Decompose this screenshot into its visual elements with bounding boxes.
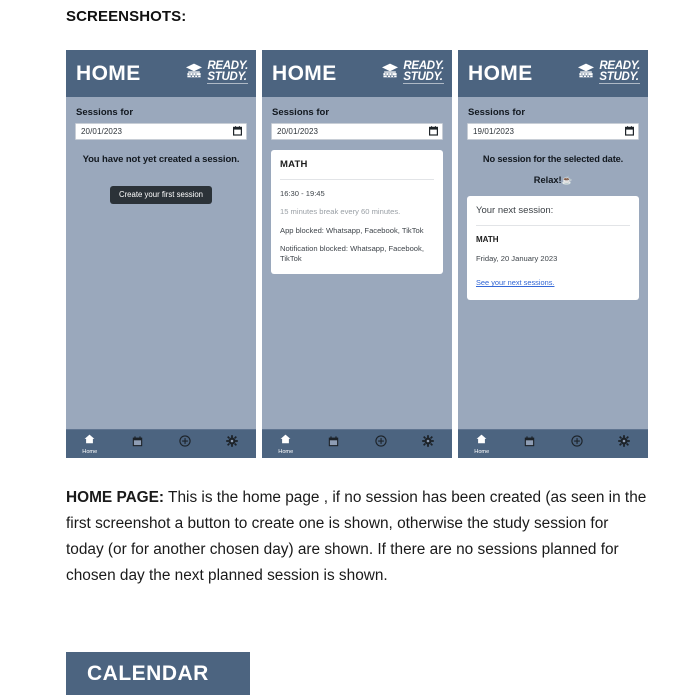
phone3-bottom-nav bbox=[458, 429, 648, 458]
phone2-page-title: HOME bbox=[272, 62, 337, 85]
brand-underline bbox=[599, 83, 640, 84]
description-label: HOME PAGE: bbox=[66, 489, 165, 506]
divider bbox=[476, 225, 630, 226]
phone3-page-title: HOME bbox=[468, 62, 533, 85]
description-line-2: first screenshot a button to create one is shown, otherwise the study session for bbox=[66, 515, 609, 532]
phone3-sessions-label: Sessions for bbox=[468, 107, 526, 118]
nav-item-settings[interactable] bbox=[606, 434, 642, 453]
plus-circle-icon bbox=[179, 434, 191, 452]
nav-item-home-label: Home bbox=[474, 449, 490, 456]
gear-icon bbox=[422, 434, 434, 452]
phone2-brand-line1: READY. bbox=[403, 59, 444, 72]
phone1-brand-line1: READY. bbox=[207, 59, 248, 72]
brand-underline bbox=[207, 83, 248, 84]
screenshot-phone-1 bbox=[66, 50, 256, 458]
nav-item-calendar[interactable] bbox=[315, 434, 351, 453]
phone2-sessions-label: Sessions for bbox=[272, 107, 330, 118]
phone3-app-header bbox=[458, 50, 648, 97]
calendar-section-banner bbox=[66, 652, 250, 695]
calendar-picker-icon[interactable] bbox=[233, 123, 242, 141]
plus-circle-icon bbox=[375, 434, 387, 452]
nav-item-home-label: Home bbox=[278, 449, 294, 456]
calendar-picker-icon[interactable] bbox=[429, 123, 438, 141]
description-line-3: today (or for another chosen day) are shown. If there are no sessions planned for bbox=[66, 541, 619, 558]
calendar-icon bbox=[524, 434, 535, 452]
coffee-cup-icon: ☕ bbox=[561, 175, 573, 185]
screenshots-row bbox=[66, 50, 648, 458]
relax-text: Relax! bbox=[533, 175, 562, 185]
phone3-date-value: 19/01/2023 bbox=[473, 127, 515, 136]
home-page-description bbox=[66, 485, 680, 589]
gear-icon bbox=[618, 434, 630, 452]
phone2-brand-logo bbox=[380, 61, 444, 84]
create-first-session-button[interactable]: Create your first session bbox=[110, 186, 212, 204]
phone1-empty-message: You have not yet created a session. bbox=[82, 154, 240, 165]
phone3-brand-logo bbox=[576, 61, 640, 84]
phone3-brand-line2: STUDY. bbox=[599, 70, 639, 83]
nav-item-settings[interactable] bbox=[410, 434, 446, 453]
phone2-bottom-nav bbox=[262, 429, 452, 458]
next-session-card[interactable] bbox=[467, 196, 639, 300]
next-session-date: Friday, 20 January 2023 bbox=[476, 253, 558, 263]
calendar-icon bbox=[132, 434, 143, 452]
description-line-4: chosen day the next planned session is shown. bbox=[66, 567, 388, 584]
plus-circle-icon bbox=[571, 434, 583, 452]
nav-item-calendar[interactable] bbox=[119, 434, 155, 453]
session-card[interactable] bbox=[271, 150, 443, 274]
phone2-app-header bbox=[262, 50, 452, 97]
nav-item-calendar[interactable] bbox=[511, 434, 547, 453]
calendar-picker-icon[interactable] bbox=[625, 123, 634, 141]
nav-item-add[interactable] bbox=[363, 434, 399, 453]
session-apps-blocked: App blocked: Whatsapp, Facebook, TikTok bbox=[280, 225, 424, 235]
phone3-no-session-message: No session for the selected date. bbox=[482, 154, 624, 164]
phone1-brand-line2: STUDY. bbox=[207, 70, 247, 83]
nav-item-add[interactable] bbox=[167, 434, 203, 453]
session-break-note: 15 minutes break every 60 minutes. bbox=[280, 207, 401, 217]
phone1-brand-logo bbox=[184, 61, 248, 84]
calendar-icon bbox=[328, 434, 339, 452]
phone2-date-input[interactable] bbox=[271, 123, 443, 140]
graduation-cap-books-icon bbox=[380, 62, 400, 84]
nav-item-add[interactable] bbox=[559, 434, 595, 453]
phone3-brand-line1: READY. bbox=[599, 59, 640, 72]
phone2-brand-wordmark bbox=[403, 61, 444, 84]
phone1-app-header bbox=[66, 50, 256, 97]
phone1-bottom-nav bbox=[66, 429, 256, 458]
brand-underline bbox=[403, 83, 444, 84]
next-session-subject: MATH bbox=[476, 235, 499, 244]
nav-item-home[interactable] bbox=[464, 431, 500, 456]
description-text-1: This is the home page , if no session has been created (as seen in the bbox=[164, 489, 647, 506]
phone1-date-input[interactable] bbox=[75, 123, 247, 140]
phone3-content bbox=[458, 97, 648, 429]
phone2-content bbox=[262, 97, 452, 429]
home-icon bbox=[84, 431, 95, 449]
phone1-sessions-label: Sessions for bbox=[76, 107, 134, 118]
nav-item-home[interactable] bbox=[268, 431, 304, 456]
phone3-relax-row bbox=[467, 175, 639, 186]
phone2-date-value: 20/01/2023 bbox=[277, 127, 319, 136]
session-subject: MATH bbox=[280, 159, 308, 170]
home-icon bbox=[476, 431, 487, 449]
graduation-cap-books-icon bbox=[576, 62, 596, 84]
screenshot-phone-2 bbox=[262, 50, 452, 458]
phone1-page-title: HOME bbox=[76, 62, 141, 85]
screenshot-phone-3 bbox=[458, 50, 648, 458]
see-next-sessions-link[interactable]: See your next sessions. bbox=[476, 278, 555, 288]
phone1-brand-wordmark bbox=[207, 61, 248, 84]
phone1-cta-wrap bbox=[75, 186, 247, 204]
description-line-1 bbox=[66, 485, 680, 511]
home-icon bbox=[280, 431, 291, 449]
phone3-brand-wordmark bbox=[599, 61, 640, 84]
session-notifications-blocked: Notification blocked: Whatsapp, Facebook, TikTok bbox=[280, 243, 424, 263]
section-heading: SCREENSHOTS: bbox=[66, 8, 187, 25]
phone1-date-value: 20/01/2023 bbox=[81, 127, 123, 136]
divider bbox=[280, 179, 434, 180]
nav-item-settings[interactable] bbox=[214, 434, 250, 453]
graduation-cap-books-icon bbox=[184, 62, 204, 84]
phone3-date-input[interactable] bbox=[467, 123, 639, 140]
nav-item-home-label: Home bbox=[82, 449, 98, 456]
gear-icon bbox=[226, 434, 238, 452]
next-session-heading: Your next session: bbox=[476, 205, 554, 216]
phone1-content bbox=[66, 97, 256, 429]
session-time-range: 16:30 - 19:45 bbox=[280, 189, 325, 198]
nav-item-home[interactable] bbox=[72, 431, 108, 456]
calendar-section-title: CALENDAR bbox=[87, 661, 209, 685]
phone2-brand-line2: STUDY. bbox=[403, 70, 443, 83]
